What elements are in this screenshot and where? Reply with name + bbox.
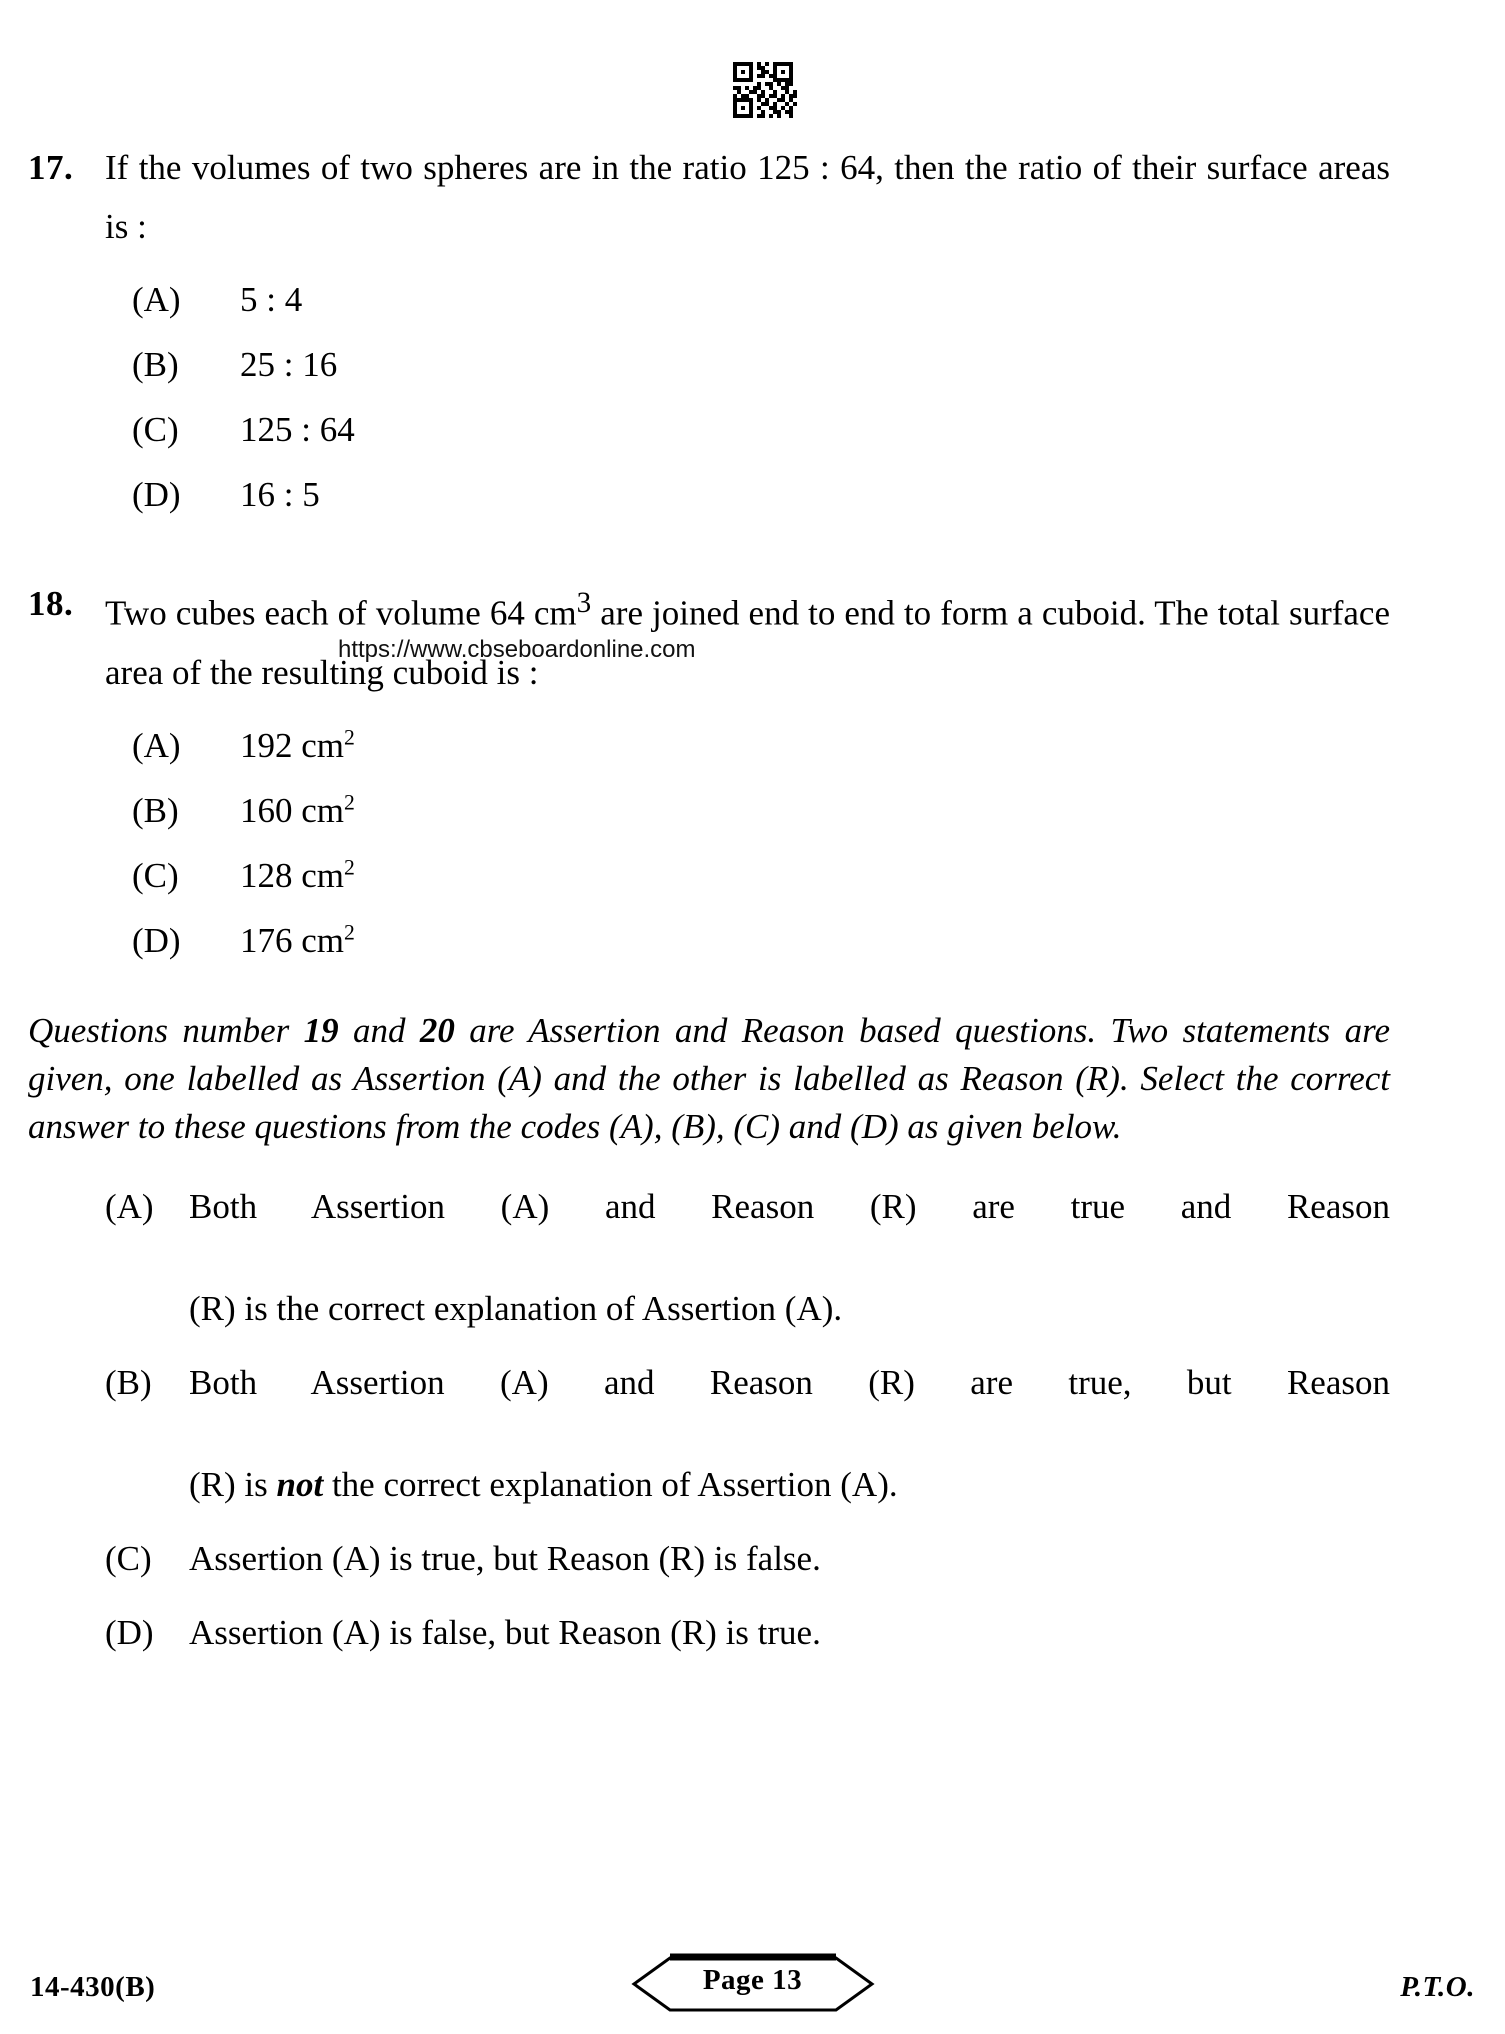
code-label: (C) [105,1538,152,1578]
code-label: (A) [105,1186,154,1226]
page-footer [0,1948,1505,2008]
instruction-part-1: Questions number [28,1010,304,1050]
option-value-text: 176 cm [240,920,345,960]
question-17-text: If the volumes of two spheres are in the ratio 125 : 64, then the ratio of their surface areas is : [105,148,1390,246]
page-number-label: Page 13 [702,1964,803,1996]
code-row-d[interactable] [105,1607,1390,1658]
question-18-text-part2: are joined end to end to form a cuboid. The total surface area of the resulting cuboid is : [105,593,1391,692]
code-line-2-part-2: the correct explanation of Assertion (A). [323,1464,898,1504]
question-18-text [105,574,1390,702]
code-line-1: Both Assertion (A) and Reason (R) are true and Reason [189,1186,1390,1226]
option-row[interactable] [132,473,1505,517]
option-row[interactable] [132,854,1505,898]
option-label: (B) [132,345,179,384]
code-line-2-part-1: (R) is [189,1464,277,1504]
option-value: 5 : 4 [240,280,303,319]
option-label: (B) [132,790,179,830]
watermark-url: https://www.cbseboardonline.com [338,636,696,663]
option-value-text: 160 cm [240,790,345,830]
question-18-exponent: 3 [576,587,592,619]
instruction-question-number-19: 19 [303,1010,339,1050]
code-label: (D) [105,1612,154,1652]
option-label: (D) [132,475,181,514]
option-label: (D) [132,920,181,960]
option-row[interactable] [132,724,1505,768]
paper-code: 14-430(B) [30,1971,156,2003]
qr-code-icon [729,58,805,122]
option-value-text: 192 cm [240,725,345,765]
question-17-number: 17. [28,148,74,187]
page-content [0,138,1505,1681]
option-label: (A) [132,280,181,319]
code-label: (B) [105,1362,152,1402]
question-18-options [0,724,1505,963]
option-value [240,789,355,833]
instruction-question-number-20: 20 [419,1010,455,1050]
code-row-c[interactable] [105,1533,1390,1584]
option-value-exponent: 2 [344,855,355,879]
code-row-b[interactable] [105,1357,1390,1510]
instruction-part-3: are Assertion and Reason based questions. Two statements are given, one labelled as Assertion (A) and the other is labelled as Reason (R). Select the correct answer to these questions from the codes (A), (B), (C) and (D) as given below. [28,1010,1390,1146]
instruction-part-2: and [338,1010,420,1050]
option-value [240,724,355,768]
pto-label: P.T.O. [1400,1971,1475,2003]
assertion-reason-codes [0,1181,1505,1658]
code-emphasis-not: not [276,1464,324,1504]
assertion-reason-instruction [0,1007,1505,1151]
option-value: 25 : 16 [240,345,338,384]
option-value: 125 : 64 [240,410,355,449]
option-value-exponent: 2 [344,790,355,814]
question-18-number: 18. [28,584,74,623]
option-value-exponent: 2 [344,725,355,749]
option-row[interactable] [132,408,1505,452]
question-17 [0,138,1505,256]
question-spacer [0,538,1505,574]
option-row[interactable] [132,789,1505,833]
option-value-text: 128 cm [240,855,345,895]
option-row[interactable] [132,278,1505,322]
code-line-2 [189,1459,1390,1510]
option-value-exponent: 2 [344,920,355,944]
option-value: 16 : 5 [240,475,320,514]
code-row-a[interactable] [105,1181,1390,1334]
option-label: (C) [132,410,179,449]
option-row[interactable] [132,343,1505,387]
code-line-2: (R) is the correct explanation of Assertion (A). [189,1288,843,1328]
option-value [240,854,355,898]
code-line-1: Both Assertion (A) and Reason (R) are true, but Reason [189,1362,1390,1402]
option-row[interactable] [132,919,1505,963]
question-17-options [0,278,1505,517]
option-label: (C) [132,855,179,895]
question-18 [0,574,1505,702]
option-value [240,919,355,963]
code-line-1: Assertion (A) is true, but Reason (R) is false. [189,1538,821,1578]
option-label: (A) [132,725,181,765]
page-number-badge [624,1952,882,2016]
code-line-1: Assertion (A) is false, but Reason (R) is true. [189,1612,821,1652]
question-18-text-part1: Two cubes each of volume 64 cm [105,593,577,633]
